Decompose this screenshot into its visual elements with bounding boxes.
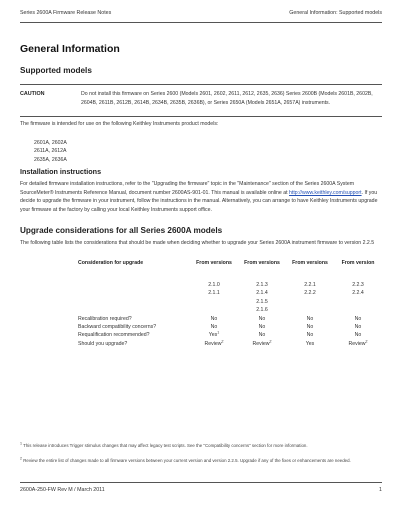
installation-text: For detailed firmware installation instructions, refer to the "Upgrading the firmware" topic in the "Maintenance" section of the Series 2600A System SourceMeter® Instruments Reference Manual, document number 2600AS-901-01. This manual is available online at — [20, 181, 355, 196]
cell-value: Yes — [208, 332, 218, 339]
cell-value: No — [258, 323, 266, 330]
model-line: 2611A, 2612A — [34, 148, 67, 155]
row-label: Recalibration required? — [78, 315, 132, 322]
cell-value: No — [258, 315, 266, 322]
version-number: 2.1.3 — [256, 282, 268, 288]
upgrade-table — [78, 260, 382, 349]
running-header-left: Series 2600A Firmware Release Notes — [20, 10, 112, 16]
upgrade-heading: Upgrade considerations for all Series 2600A models — [20, 226, 223, 235]
footnote-ref: 2 — [221, 339, 224, 343]
page-title: General Information — [20, 43, 120, 55]
version-number: 2.2.2 — [304, 290, 316, 297]
version-number — [286, 299, 334, 307]
version-number — [334, 299, 382, 307]
version-number — [190, 307, 238, 315]
table-row — [78, 324, 382, 332]
table-row — [78, 332, 382, 340]
cell-value: No — [354, 332, 362, 339]
footer-rule — [20, 482, 382, 483]
version-number: 2.1.5 — [256, 298, 268, 305]
installation-text-continued: . If you decide to upgrade the firmware in your instrument, follow the instructions in the manual. Alternatively, you can arrange to have Keithley Instruments upgrade your firmware at the factory by calling your local Keithley Instruments support office. — [20, 189, 378, 213]
row-label: Requalification recommended? — [78, 332, 150, 339]
upgrade-intro: The following table lists the considerations that should be made when deciding whether to upgrade your Series 2600A instrument firmware to version 2.2.5 — [20, 240, 375, 246]
table-row — [78, 316, 382, 324]
cell-value: Review — [204, 340, 222, 347]
footer-document-number: 2600A-250-FW Rev M / March 2011 — [20, 487, 105, 493]
cell-value: No — [354, 323, 362, 330]
version-number: 2.2.4 — [352, 290, 364, 297]
installation-paragraph — [20, 180, 382, 214]
footnote-1 — [20, 442, 382, 449]
table-header-label: Consideration for upgrade — [78, 260, 144, 266]
cell-value: Review — [348, 340, 366, 347]
model-list — [34, 139, 67, 164]
caution-label: CAUTION — [20, 91, 45, 97]
version-row — [78, 282, 382, 290]
table-header-version: From versions — [196, 260, 232, 266]
version-number: 2.1.0 — [208, 282, 220, 288]
cell-value: Review — [252, 340, 270, 347]
row-label: Should you upgrade? — [78, 340, 128, 347]
footnote-marker: 1 — [20, 441, 22, 446]
version-number — [190, 299, 238, 307]
cell-value: No — [210, 315, 218, 322]
row-label: Backward compatibility concerns? — [78, 323, 157, 330]
cell-value: No — [306, 323, 314, 330]
cell-value: No — [354, 315, 362, 322]
footnote-marker: 2 — [20, 456, 22, 461]
table-header-version: From versions — [292, 260, 328, 266]
version-number: 2.1.1 — [208, 290, 220, 297]
installation-heading: Installation instructions — [20, 167, 102, 176]
table-header-version: From versions — [244, 260, 280, 266]
caution-text: Do not install this firmware on Series 2600 (Models 2601, 2602, 2611, 2612, 2635, 2636) Series 2600B (Models 2601B, 2602B, 2604B, 2611B, 2612B, 2614B, 2634B, 2635B, 2636B), or Series 2650A (Models 2651A, 2657A) instruments. — [81, 91, 373, 106]
footnote-2 — [20, 457, 382, 464]
version-number: 2.2.1 — [304, 282, 316, 288]
cell-value: No — [306, 315, 314, 322]
table-header-version: From version — [341, 260, 375, 266]
cell-value: No — [306, 332, 314, 339]
version-row — [78, 307, 382, 315]
support-link[interactable]: http://www.keithley.com/support — [289, 189, 362, 196]
caution-bottom-rule — [20, 116, 382, 117]
version-number — [286, 307, 334, 315]
supported-models-heading: Supported models — [20, 66, 92, 75]
page-number: 1 — [379, 487, 382, 493]
footnote-text: This release introduces Trigger stimulus changes that may affect legacy test scripts. See the "Compatibility concerns" section for more information. — [23, 443, 308, 448]
cell-value: No — [258, 332, 266, 339]
version-number — [334, 307, 382, 315]
model-line: 2635A, 2636A — [34, 156, 67, 163]
table-header-row — [78, 260, 382, 282]
version-number: 2.1.4 — [256, 290, 268, 297]
running-header-right: General Information: Supported models — [289, 10, 382, 16]
model-line: 2601A, 2602A — [34, 140, 67, 146]
header-rule — [20, 22, 382, 23]
cell-value: No — [210, 323, 218, 330]
footnote-text: Review the entire list of changes made to all firmware versions between your current version and version 2.2.5. Upgrade if any of the fixes or enhancements are needed. — [23, 458, 351, 463]
version-number: 2.1.6 — [256, 307, 268, 314]
table-row — [78, 341, 382, 349]
footnote-ref: 2 — [365, 339, 368, 343]
version-row — [78, 299, 382, 307]
footnote-ref: 1 — [217, 330, 220, 335]
cell-value: Yes — [305, 340, 315, 347]
models-intro: The firmware is intended for use on the following Keithley Instruments product models: — [20, 121, 219, 127]
caution-top-rule — [20, 84, 382, 85]
version-row — [78, 290, 382, 298]
footnote-ref: 2 — [269, 339, 272, 343]
version-number: 2.2.3 — [352, 282, 364, 288]
